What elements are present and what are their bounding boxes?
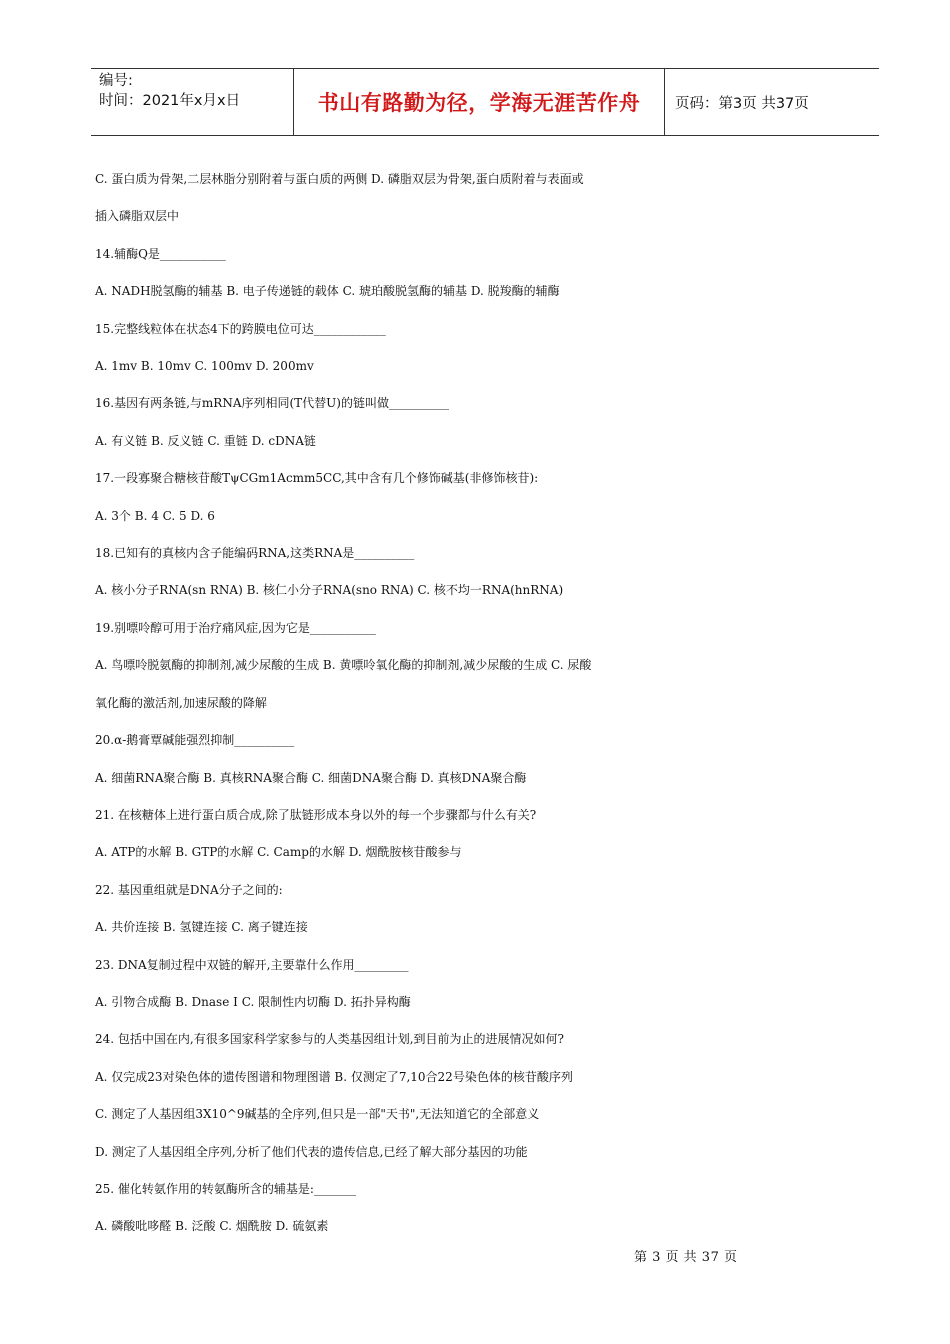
text-line: C. 蛋白质为骨架,二层林脂分别附着与蛋白质的两侧 D. 磷脂双层为骨架,蛋白质附着与表面或 xyxy=(95,172,584,186)
text-line: A. 3个 B. 4 C. 5 D. 6 xyxy=(95,508,215,523)
text-line: 19.别嘌呤醇可用于治疗痛风症,因为它是___________ xyxy=(95,620,376,635)
text-line: 22. 基因重组就是DNA分子之间的: xyxy=(95,882,283,897)
document-body xyxy=(95,161,885,1246)
text-line: 23. DNA复制过程中双链的解开,主要靠什么作用_________ xyxy=(95,957,409,972)
text-line: A. NADH脱氢酶的辅基 B. 电子传递链的载体 C. 琥珀酸脱氢酶的辅基 D. 脱羧酶的辅酶 xyxy=(95,284,560,299)
text-line: A. 核小分子RNA(sn RNA) B. 核仁小分子RNA(sno RNA) C. 核不均一RNA(hnRNA) xyxy=(95,583,564,598)
header-page-info: 页码：第3页 共37页 xyxy=(675,95,809,112)
page-header xyxy=(91,68,879,136)
header-motto: 书山有路勤为径，学海无涯苦作舟 xyxy=(293,69,665,135)
header-meta xyxy=(91,69,293,135)
text-line: 20.α-鹅膏覃碱能强烈抑制__________ xyxy=(95,733,295,748)
text-line: A. 磷酸吡哆醛 B. 泛酸 C. 烟酰胺 D. 硫氨素 xyxy=(95,1219,329,1234)
text-line: 21. 在核糖体上进行蛋白质合成,除了肽链形成本身以外的每一个步骤都与什么有关? xyxy=(95,807,537,822)
text-line: A. 鸟嘌呤脱氨酶的抑制剂,减少尿酸的生成 B. 黄嘌呤氧化酶的抑制剂,减少尿酸的生成 C. 尿酸 xyxy=(95,658,592,673)
text-line: A. 细菌RNA聚合酶 B. 真核RNA聚合酶 C. 细菌DNA聚合酶 D. 真核DNA聚合酶 xyxy=(95,770,527,785)
number-label: 编号: xyxy=(99,73,133,89)
text-line: 14.辅酶Q是___________ xyxy=(95,246,226,261)
text-line: 25. 催化转氨作用的转氨酶所含的辅基是:_______ xyxy=(95,1181,356,1196)
text-line: C. 测定了人基因组3X10^9碱基的全序列,但只是一部"天书",无法知道它的全部意义 xyxy=(95,1107,540,1122)
time-label: 时间：2021年x月x日 xyxy=(99,93,241,109)
text-line: A. 引物合成酶 B. Dnase I C. 限制性内切酶 D. 拓扑异构酶 xyxy=(95,994,411,1009)
text-line: 16.基因有两条链,与mRNA序列相同(T代替U)的链叫做__________ xyxy=(95,396,449,411)
text-line: A. 共价连接 B. 氢键连接 C. 离子键连接 xyxy=(95,920,308,935)
text-line: 24. 包括中国在内,有很多国家科学家参与的人类基因组计划,到目前为止的进展情况如何? xyxy=(95,1032,564,1047)
text-line: 插入磷脂双层中 xyxy=(95,209,180,224)
page-footer: 第 3 页 共 37 页 xyxy=(634,1250,738,1265)
text-line: 氧化酶的激活剂,加速尿酸的降解 xyxy=(95,695,267,710)
text-line: 18.已知有的真核内含子能编码RNA,这类RNA是__________ xyxy=(95,546,415,561)
text-line: D. 测定了人基因组全序列,分析了他们代表的遗传信息,已经了解大部分基因的功能 xyxy=(95,1144,528,1159)
text-line: A. 有义链 B. 反义链 C. 重链 D. cDNA链 xyxy=(95,433,316,448)
text-line: 17.一段寡聚合糖核苷酸TψCGm1Acmm5CC,其中含有几个修饰碱基(非修饰核苷): xyxy=(95,471,539,486)
text-line: A. 1mv B. 10mv C. 100mv D. 200mv xyxy=(95,359,314,374)
text-line: A. 仅完成23对染色体的遗传图谱和物理图谱 B. 仅测定了7,10合22号染色体的核苷酸序列 xyxy=(95,1069,573,1084)
text-line: A. ATP的水解 B. GTP的水解 C. Camp的水解 D. 烟酰胺核苷酸参与 xyxy=(95,845,462,860)
text-line: 15.完整线粒体在状态4下的跨膜电位可达____________ xyxy=(95,321,386,336)
